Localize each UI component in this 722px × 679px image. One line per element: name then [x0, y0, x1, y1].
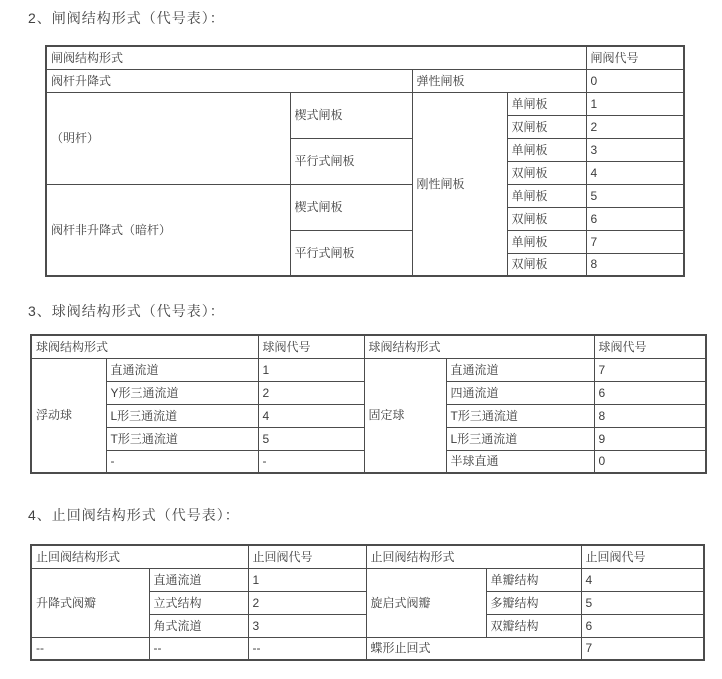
table-cell: 楔式闸板	[290, 92, 412, 138]
table-row	[31, 358, 706, 381]
table-cell: 2	[258, 381, 364, 404]
table-cell: 单闸板	[507, 138, 586, 161]
section-check-valve	[0, 507, 722, 661]
table-cell: 1	[248, 568, 366, 591]
table-cell: 刚性闸板	[412, 92, 507, 276]
table-cell: 直通流道	[149, 568, 248, 591]
table-cell: 双闸板	[507, 207, 586, 230]
table-cell: 5	[581, 591, 704, 614]
table-cell: 2	[248, 591, 366, 614]
table-cell: 7	[586, 230, 684, 253]
ball-header-form-left-cell: 球阀结构形式	[31, 335, 258, 358]
table-cell: 6	[586, 207, 684, 230]
table-cell: 8	[594, 404, 706, 427]
ball-header-code-left-cell: 球阀代号	[258, 335, 364, 358]
table-cell: 1	[586, 92, 684, 115]
gate-header-form-cell: 闸阀结构形式	[46, 46, 586, 69]
ball-header-code-right-cell: 球阀代号	[594, 335, 706, 358]
table-cell: 2	[586, 115, 684, 138]
table-cell: Y形三通流道	[106, 381, 258, 404]
table-cell: --	[149, 637, 248, 660]
gate-valve-table	[45, 45, 685, 277]
table-cell: 单闸板	[507, 230, 586, 253]
table-cell: L形三通流道	[106, 404, 258, 427]
table-cell: 4	[258, 404, 364, 427]
section-gate-valve	[0, 10, 722, 277]
table-cell: 弹性闸板	[412, 69, 586, 92]
table-cell: --	[31, 637, 149, 660]
table-cell: 单闸板	[507, 92, 586, 115]
table-row	[31, 335, 706, 358]
table-cell: --	[248, 637, 366, 660]
table-cell: 升降式阀瓣	[31, 568, 149, 637]
table-row	[31, 568, 704, 591]
table-row	[31, 637, 704, 660]
table-cell: 0	[594, 450, 706, 473]
table-cell: 1	[258, 358, 364, 381]
table-cell: 单闸板	[507, 184, 586, 207]
table-cell: 旋启式阀瓣	[366, 568, 486, 637]
gate-valve-section-title: 2、闸阀结构形式（代号表）：	[28, 10, 225, 26]
table-cell: 7	[581, 637, 704, 660]
table-cell: 6	[581, 614, 704, 637]
table-cell: 9	[594, 427, 706, 450]
table-cell: 阀杆升降式	[46, 69, 412, 92]
table-cell: 4	[581, 568, 704, 591]
table-row	[46, 184, 684, 207]
table-cell: 浮动球	[31, 358, 106, 473]
check-valve-section-title: 4、止回阀结构形式（代号表）：	[28, 507, 240, 523]
table-cell: 6	[594, 381, 706, 404]
table-cell: 蝶形止回式	[366, 637, 581, 660]
table-row	[46, 69, 684, 92]
table-cell: 角式流道	[149, 614, 248, 637]
ball-valve-table	[30, 334, 707, 474]
table-cell: 4	[586, 161, 684, 184]
table-cell: 直通流道	[106, 358, 258, 381]
table-cell: L形三通流道	[446, 427, 594, 450]
table-cell: 半球直通	[446, 450, 594, 473]
table-cell: 双闸板	[507, 161, 586, 184]
table-cell: 3	[586, 138, 684, 161]
table-cell: 双闸板	[507, 253, 586, 276]
table-row	[46, 92, 684, 115]
table-cell: 多瓣结构	[486, 591, 581, 614]
table-cell: 直通流道	[446, 358, 594, 381]
table-cell: 阀杆非升降式（暗杆）	[46, 184, 290, 276]
table-cell: 楔式闸板	[290, 184, 412, 230]
table-cell: -	[106, 450, 258, 473]
table-cell: 0	[586, 69, 684, 92]
gate-header-code-cell: 闸阀代号	[586, 46, 684, 69]
table-cell: 5	[258, 427, 364, 450]
check-header-code-right-cell: 止回阀代号	[581, 545, 704, 568]
ball-header-form-right-cell: 球阀结构形式	[364, 335, 594, 358]
ball-valve-section-title: 3、球阀结构形式（代号表）：	[28, 303, 225, 319]
table-cell: 双闸板	[507, 115, 586, 138]
table-cell: 双瓣结构	[486, 614, 581, 637]
table-cell: 立式结构	[149, 591, 248, 614]
check-header-form-right-cell: 止回阀结构形式	[366, 545, 581, 568]
table-cell: T形三通流道	[446, 404, 594, 427]
table-cell: T形三通流道	[106, 427, 258, 450]
check-header-code-left-cell: 止回阀代号	[248, 545, 366, 568]
table-cell: -	[258, 450, 364, 473]
table-cell: 8	[586, 253, 684, 276]
check-valve-table	[30, 544, 705, 661]
table-cell: 固定球	[364, 358, 446, 473]
table-cell: 7	[594, 358, 706, 381]
table-cell: 平行式闸板	[290, 138, 412, 184]
section-ball-valve	[0, 303, 722, 474]
table-cell: 单瓣结构	[486, 568, 581, 591]
table-cell: 5	[586, 184, 684, 207]
table-row	[31, 545, 704, 568]
table-cell: 四通流道	[446, 381, 594, 404]
table-cell: （明杆）	[46, 92, 290, 184]
table-cell: 平行式闸板	[290, 230, 412, 276]
table-row	[46, 46, 684, 69]
table-cell: 3	[248, 614, 366, 637]
check-header-form-left-cell: 止回阀结构形式	[31, 545, 248, 568]
